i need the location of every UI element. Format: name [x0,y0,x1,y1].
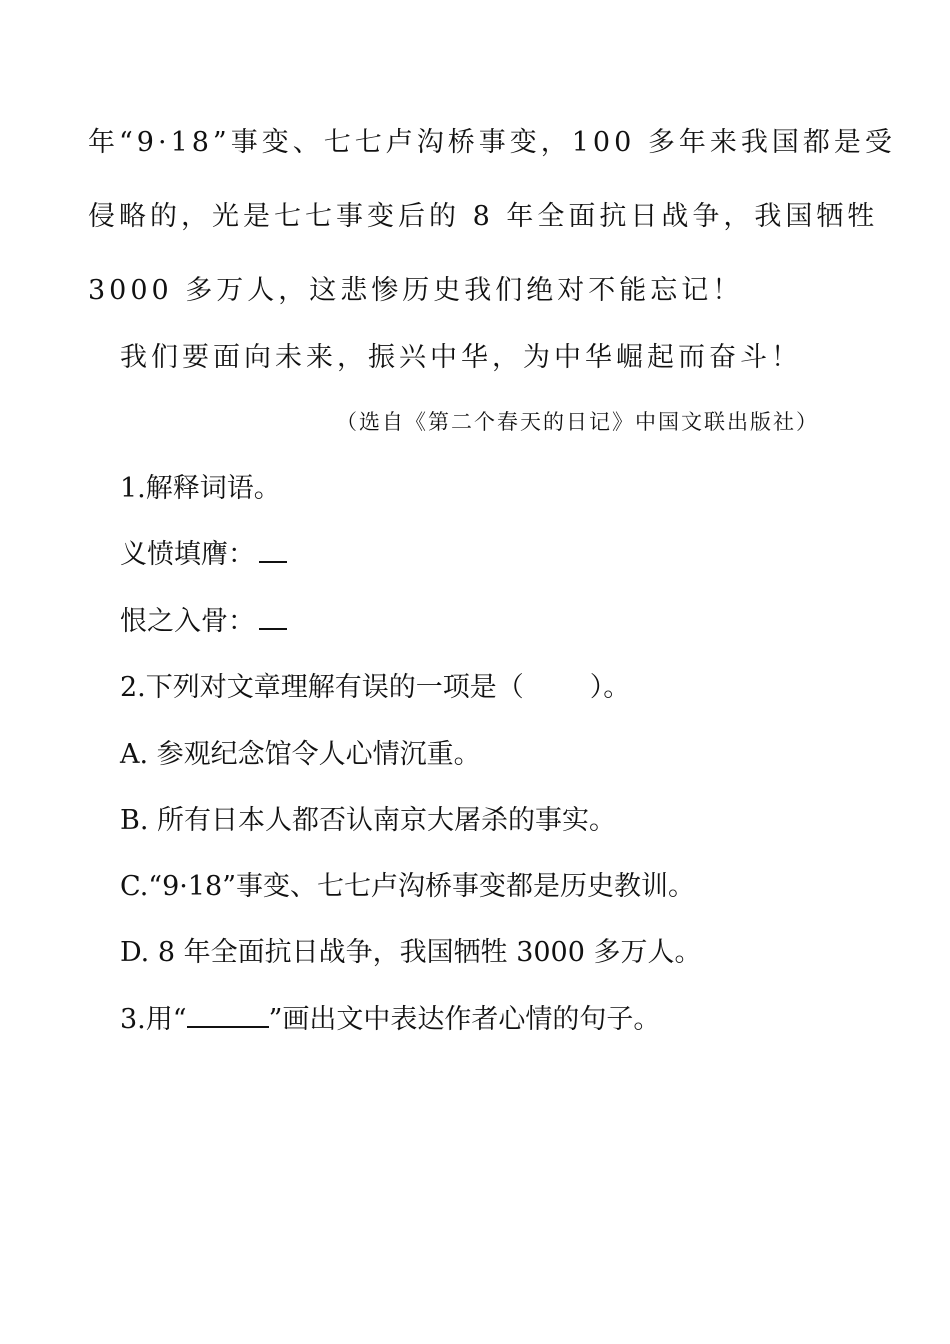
passage-line-1: 年“9·18”事变、七七卢沟桥事变，100 多年来我国都是受 [88,127,896,158]
passage-source: （选自《第二个春天的日记》中国文联出版社） [336,410,819,434]
passage-line-4: 我们要面向未来，振兴中华，为中华崛起而奋斗！ [120,342,802,373]
question-3-text-start: 3.用“ [120,1004,187,1035]
passage-line-2: 侵略的，光是七七事变后的 8 年全面抗日战争，我国牺牲 [88,201,879,232]
question-3-text-end: ”画出文中表达作者心情的句子。 [268,1004,661,1035]
question-1-item-2 [120,604,287,640]
word-label: 义愤填膺： [120,539,255,570]
question-1-item-1 [120,537,287,573]
option-d: D. 8 年全面抗日战争，我国牺牲 3000 多万人。 [120,937,702,968]
question-3-title [120,1002,660,1038]
question-1-title: 1.解释词语。 [120,473,281,504]
option-a: A. 参观纪念馆令人心情沉重。 [120,739,481,770]
underline-sample [187,1004,269,1028]
passage-line-3: 3000 多万人，这悲惨历史我们绝对不能忘记！ [88,275,744,306]
question-2-text-start: 2.下列对文章理解有误的一项是（ [120,672,524,703]
option-c: C.“9·18”事变、七七卢沟桥事变都是历史教训。 [120,871,696,902]
answer-blank[interactable] [259,606,287,630]
option-b: B. 所有日本人都否认南京大屠杀的事实。 [120,805,617,836]
word-label: 恨之入骨： [120,606,255,637]
question-2-text-end: ）。 [589,672,631,703]
question-2-title [120,670,630,706]
answer-blank[interactable] [259,539,287,563]
